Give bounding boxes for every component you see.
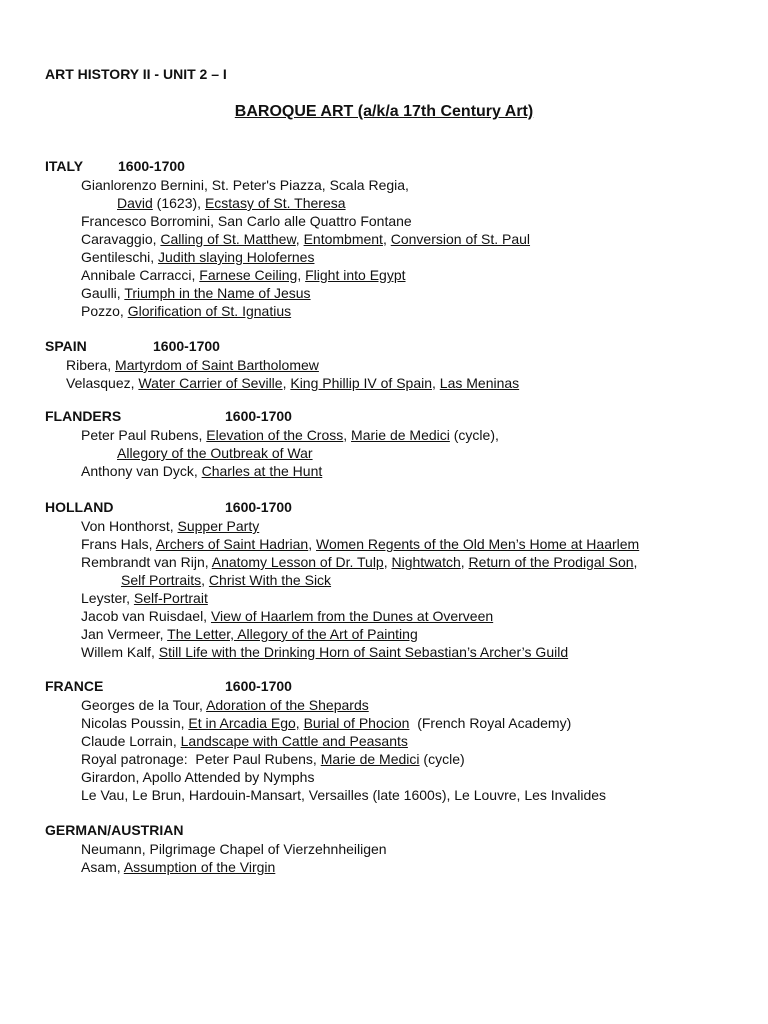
entry-line [0,374,768,392]
artwork-title: Marie de Medici [351,427,450,443]
entry-text: (cycle) [419,751,465,767]
section-years: 1600-1700 [225,408,292,424]
artwork-title: Las Meninas [439,375,520,391]
entry-line [0,643,768,661]
entry-text: Georges de la Tour, [81,697,207,713]
artwork-title: Charles at the Hunt [201,463,323,479]
section-spain [0,338,768,392]
artwork-title: Calling of St. Matthew [160,231,296,247]
entry-text: (French Royal Academy) [409,715,572,731]
section-heading [0,338,768,356]
section-heading [0,678,768,696]
artwork-title: Christ With the Sick [208,572,332,588]
artwork-title: Water Carrier of Seville [138,375,283,391]
artwork-title: Judith slaying Holofernes [158,249,315,265]
artwork-title: Landscape with Cattle and Peasants [180,733,408,749]
artwork-title: Women Regents of the Old Men’s Home at Haarlem [316,536,640,552]
artwork-title: Return of the Prodigal Son [468,554,634,570]
entry-text: Rembrandt van Rijn, [81,554,212,570]
entry-line [0,194,768,212]
artwork-title: Archers of Saint Hadrian [155,536,309,552]
entry-text: Gaulli, [81,285,125,301]
entry-line [0,535,768,553]
entry-text: , [633,554,638,570]
entry-line [0,356,768,374]
entry-text: , [201,572,209,588]
entry-text: Asam, [81,859,124,875]
entry-text: Le Vau, Le Brun, Hardouin-Mansart, Versailles (late 1600s), Le Louvre, Les Invalides [81,787,607,803]
entry-text: Annibale Carracci, [81,267,200,283]
document-title: BAROQUE ART (a/k/a 17th Century Art) [234,103,534,120]
artwork-title: Conversion of St. Paul [390,231,531,247]
entry-text: Leyster, [81,590,134,606]
section-heading [0,499,768,517]
artwork-title: Burial of Phocion [303,715,410,731]
entry-text: Gianlorenzo Bernini, St. Peter's Piazza, Scala Regia, [81,177,409,193]
entry-line [0,553,768,571]
entry-text: , [295,231,304,247]
entry-text: Ribera, [66,357,116,373]
entry-text: Claude Lorrain, [81,733,181,749]
entry-text: Caravaggio, [81,231,161,247]
section-german-austrian [0,822,768,876]
entry-text: Peter Paul Rubens, [81,427,207,443]
artwork-title: Et in Arcadia Ego, [188,715,300,731]
entry-line [0,230,768,248]
entry-line [0,248,768,266]
entry-line [0,571,768,589]
artwork-title: The Letter, Allegory of the Art of Painting [167,626,418,642]
artwork-title: Triumph in the Name of Jesus [124,285,311,301]
entry-line [0,840,768,858]
entry-line [0,517,768,535]
artwork-title: Elevation of the Cross [206,427,344,443]
unit-header: ART HISTORY II - UNIT 2 – I [45,66,227,82]
artwork-title: Anatomy Lesson of Dr. Tulp [211,554,384,570]
entry-line [0,302,768,320]
entry-text: , [460,554,469,570]
artwork-title: Marie de Medici [320,751,420,767]
entry-line [0,714,768,732]
entry-line [0,786,768,804]
entry-line [0,176,768,194]
entry-line [0,625,768,643]
section-name: ITALY [45,158,84,174]
entry-line [0,607,768,625]
section-holland [0,499,768,661]
artwork-title: Martyrdom of Saint Bartholomew [115,357,319,373]
entry-line [0,858,768,876]
entry-text: , [383,554,392,570]
entry-text: Pozzo, [81,303,128,319]
section-flanders [0,408,768,480]
entry-line [0,696,768,714]
entry-text: , [343,427,352,443]
artwork-title: Flight into Egypt [305,267,406,283]
artwork-title: Assumption of the Virgin [123,859,276,875]
entry-line [0,750,768,768]
section-italy [0,158,768,320]
artwork-title: View of Haarlem from the Dunes at Overveen [210,608,494,624]
entry-text: , [308,536,317,552]
entry-text: , [382,231,391,247]
artwork-title: Adoration of the Shepards [206,697,369,713]
entry-text: Willem Kalf, [81,644,159,660]
entry-line [0,589,768,607]
section-years: 1600-1700 [225,678,292,694]
entry-line [0,284,768,302]
entry-text: Francesco Borromini, San Carlo alle Quattro Fontane [81,213,412,229]
entry-line [0,768,768,786]
entry-text: Royal patronage: Peter Paul Rubens, [81,751,321,767]
entry-text: , [432,375,440,391]
entry-text: Gentileschi, [81,249,159,265]
section-name: FRANCE [45,678,104,694]
entry-text: , [282,375,291,391]
entry-line [0,426,768,444]
entry-text: Anthony van Dyck, [81,463,202,479]
artwork-title: Still Life with the Drinking Horn of Saint Sebastian’s Archer’s Guild [158,644,569,660]
entry-text: Neumann, Pilgrimage Chapel of Vierzehnheiligen [81,841,387,857]
section-name: GERMAN/AUSTRIAN [45,822,184,838]
entry-text: (1623), [152,195,205,211]
artwork-title: Ecstasy of St. Theresa [204,195,346,211]
artwork-title: Glorification of St. Ignatius [127,303,292,319]
entry-text: Jacob van Ruisdael, [81,608,211,624]
section-heading [0,822,768,840]
entry-line [0,266,768,284]
entry-text: Nicolas Poussin, [81,715,189,731]
section-name: FLANDERS [45,408,122,424]
artwork-title: Allegory of the Outbreak of War [117,445,313,461]
section-heading [0,408,768,426]
artwork-title: Supper Party [177,518,260,534]
entry-line [0,444,768,462]
section-name: SPAIN [45,338,87,354]
entry-text: , [297,267,306,283]
artwork-title: Self Portraits [121,572,202,588]
artwork-title: David [117,195,153,211]
entry-line [0,732,768,750]
entry-text: Velasquez, [66,375,139,391]
entry-text: Girardon, Apollo Attended by Nymphs [81,769,315,785]
artwork-title: Self-Portrait [133,590,208,606]
section-years: 1600-1700 [153,338,220,354]
artwork-title: Nightwatch [391,554,461,570]
artwork-title: Farnese Ceiling [199,267,298,283]
artwork-title: Entombment [303,231,383,247]
section-france [0,678,768,804]
section-name: HOLLAND [45,499,114,515]
entry-text: Von Honthorst, [81,518,178,534]
entry-text: Frans Hals, [81,536,156,552]
section-years: 1600-1700 [118,158,185,174]
entry-text: Jan Vermeer, [81,626,168,642]
section-heading [0,158,768,176]
entry-line [0,462,768,480]
entry-text: (cycle), [449,427,499,443]
section-years: 1600-1700 [225,499,292,515]
artwork-title: King Phillip IV of Spain [290,375,432,391]
entry-line [0,212,768,230]
